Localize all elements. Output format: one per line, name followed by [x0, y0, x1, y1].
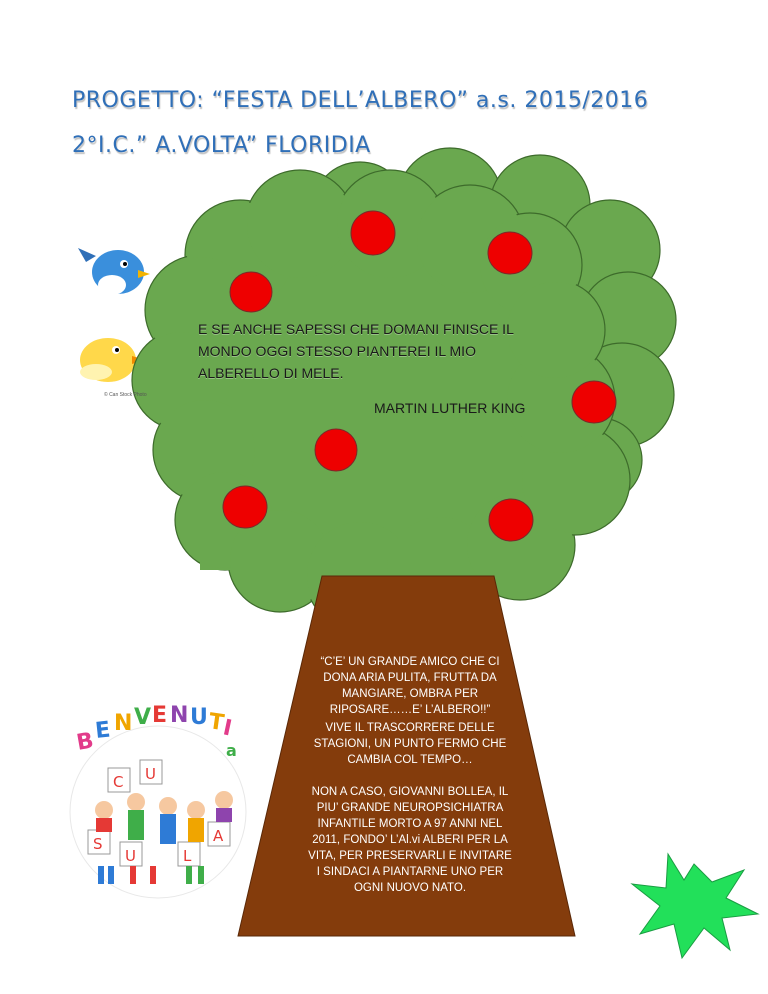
svg-text:a: a: [226, 741, 237, 760]
svg-text:B: B: [74, 728, 96, 756]
quote-author: MARTIN LUTHER KING: [374, 400, 526, 416]
svg-text:N: N: [170, 703, 189, 728]
apple: [489, 499, 533, 541]
benvenuti-clipart: [70, 703, 246, 898]
svg-text:T: T: [207, 709, 226, 737]
svg-text:L: L: [183, 847, 192, 865]
svg-text:N: N: [114, 711, 133, 736]
trunk-paragraph-3: NON A CASO, GIOVANNI BOLLEA, IL PIU’ GRANDE NEUROPSICHIATRA INFANTILE MORTO A 97 ANNI NEL 2011, FONDO’ L’Al.vi ALBERI PER LA VITA, PER PRESERVARLI E INVITARE I SINDACI A PIANTARNE UNO PER OGNI NUOVO NATO.: [308, 786, 512, 894]
star-burst-shape: [632, 854, 758, 958]
apple: [315, 429, 357, 471]
apple: [488, 232, 532, 274]
birds-watermark: © Can Stock Photo: [104, 392, 147, 398]
svg-text:U: U: [145, 765, 156, 783]
svg-text:S: S: [93, 835, 103, 853]
svg-text:U: U: [190, 705, 208, 730]
svg-text:E: E: [152, 703, 168, 728]
svg-text:C: C: [113, 773, 124, 791]
apple: [572, 381, 616, 423]
svg-text:A: A: [213, 827, 224, 845]
apple: [230, 272, 272, 312]
trunk-paragraph-2: VIVE IL TRASCORRERE DELLE STAGIONI, UN PUNTO FERMO CHE CAMBIA COL TEMPO…: [313, 722, 507, 766]
svg-text:V: V: [134, 705, 152, 730]
page-title-line-2: 2°I.C.” A.VOLTA” FLORIDIA: [72, 133, 371, 158]
tree-quote: E SE ANCHE SAPESSI CHE DOMANI FINISCE IL MONDO OGGI STESSO PIANTEREI IL MIO ALBERELLO DI MELE.: [198, 321, 514, 381]
trunk-paragraph-1: “C’E’ UN GRANDE AMICO CHE CI DONA ARIA PULITA, FRUTTA DA MANGIARE, OMBRA PER RIPOSARE……E’ L’ALBERO!!”: [320, 656, 500, 716]
apple: [351, 211, 395, 255]
svg-text:E: E: [94, 717, 112, 744]
svg-text:U: U: [125, 847, 136, 865]
svg-text:I: I: [220, 715, 234, 742]
page-title-line-1: PROGETTO: “FESTA DELL’ALBERO” a.s. 2015/2016: [72, 88, 649, 113]
apple: [223, 486, 267, 528]
